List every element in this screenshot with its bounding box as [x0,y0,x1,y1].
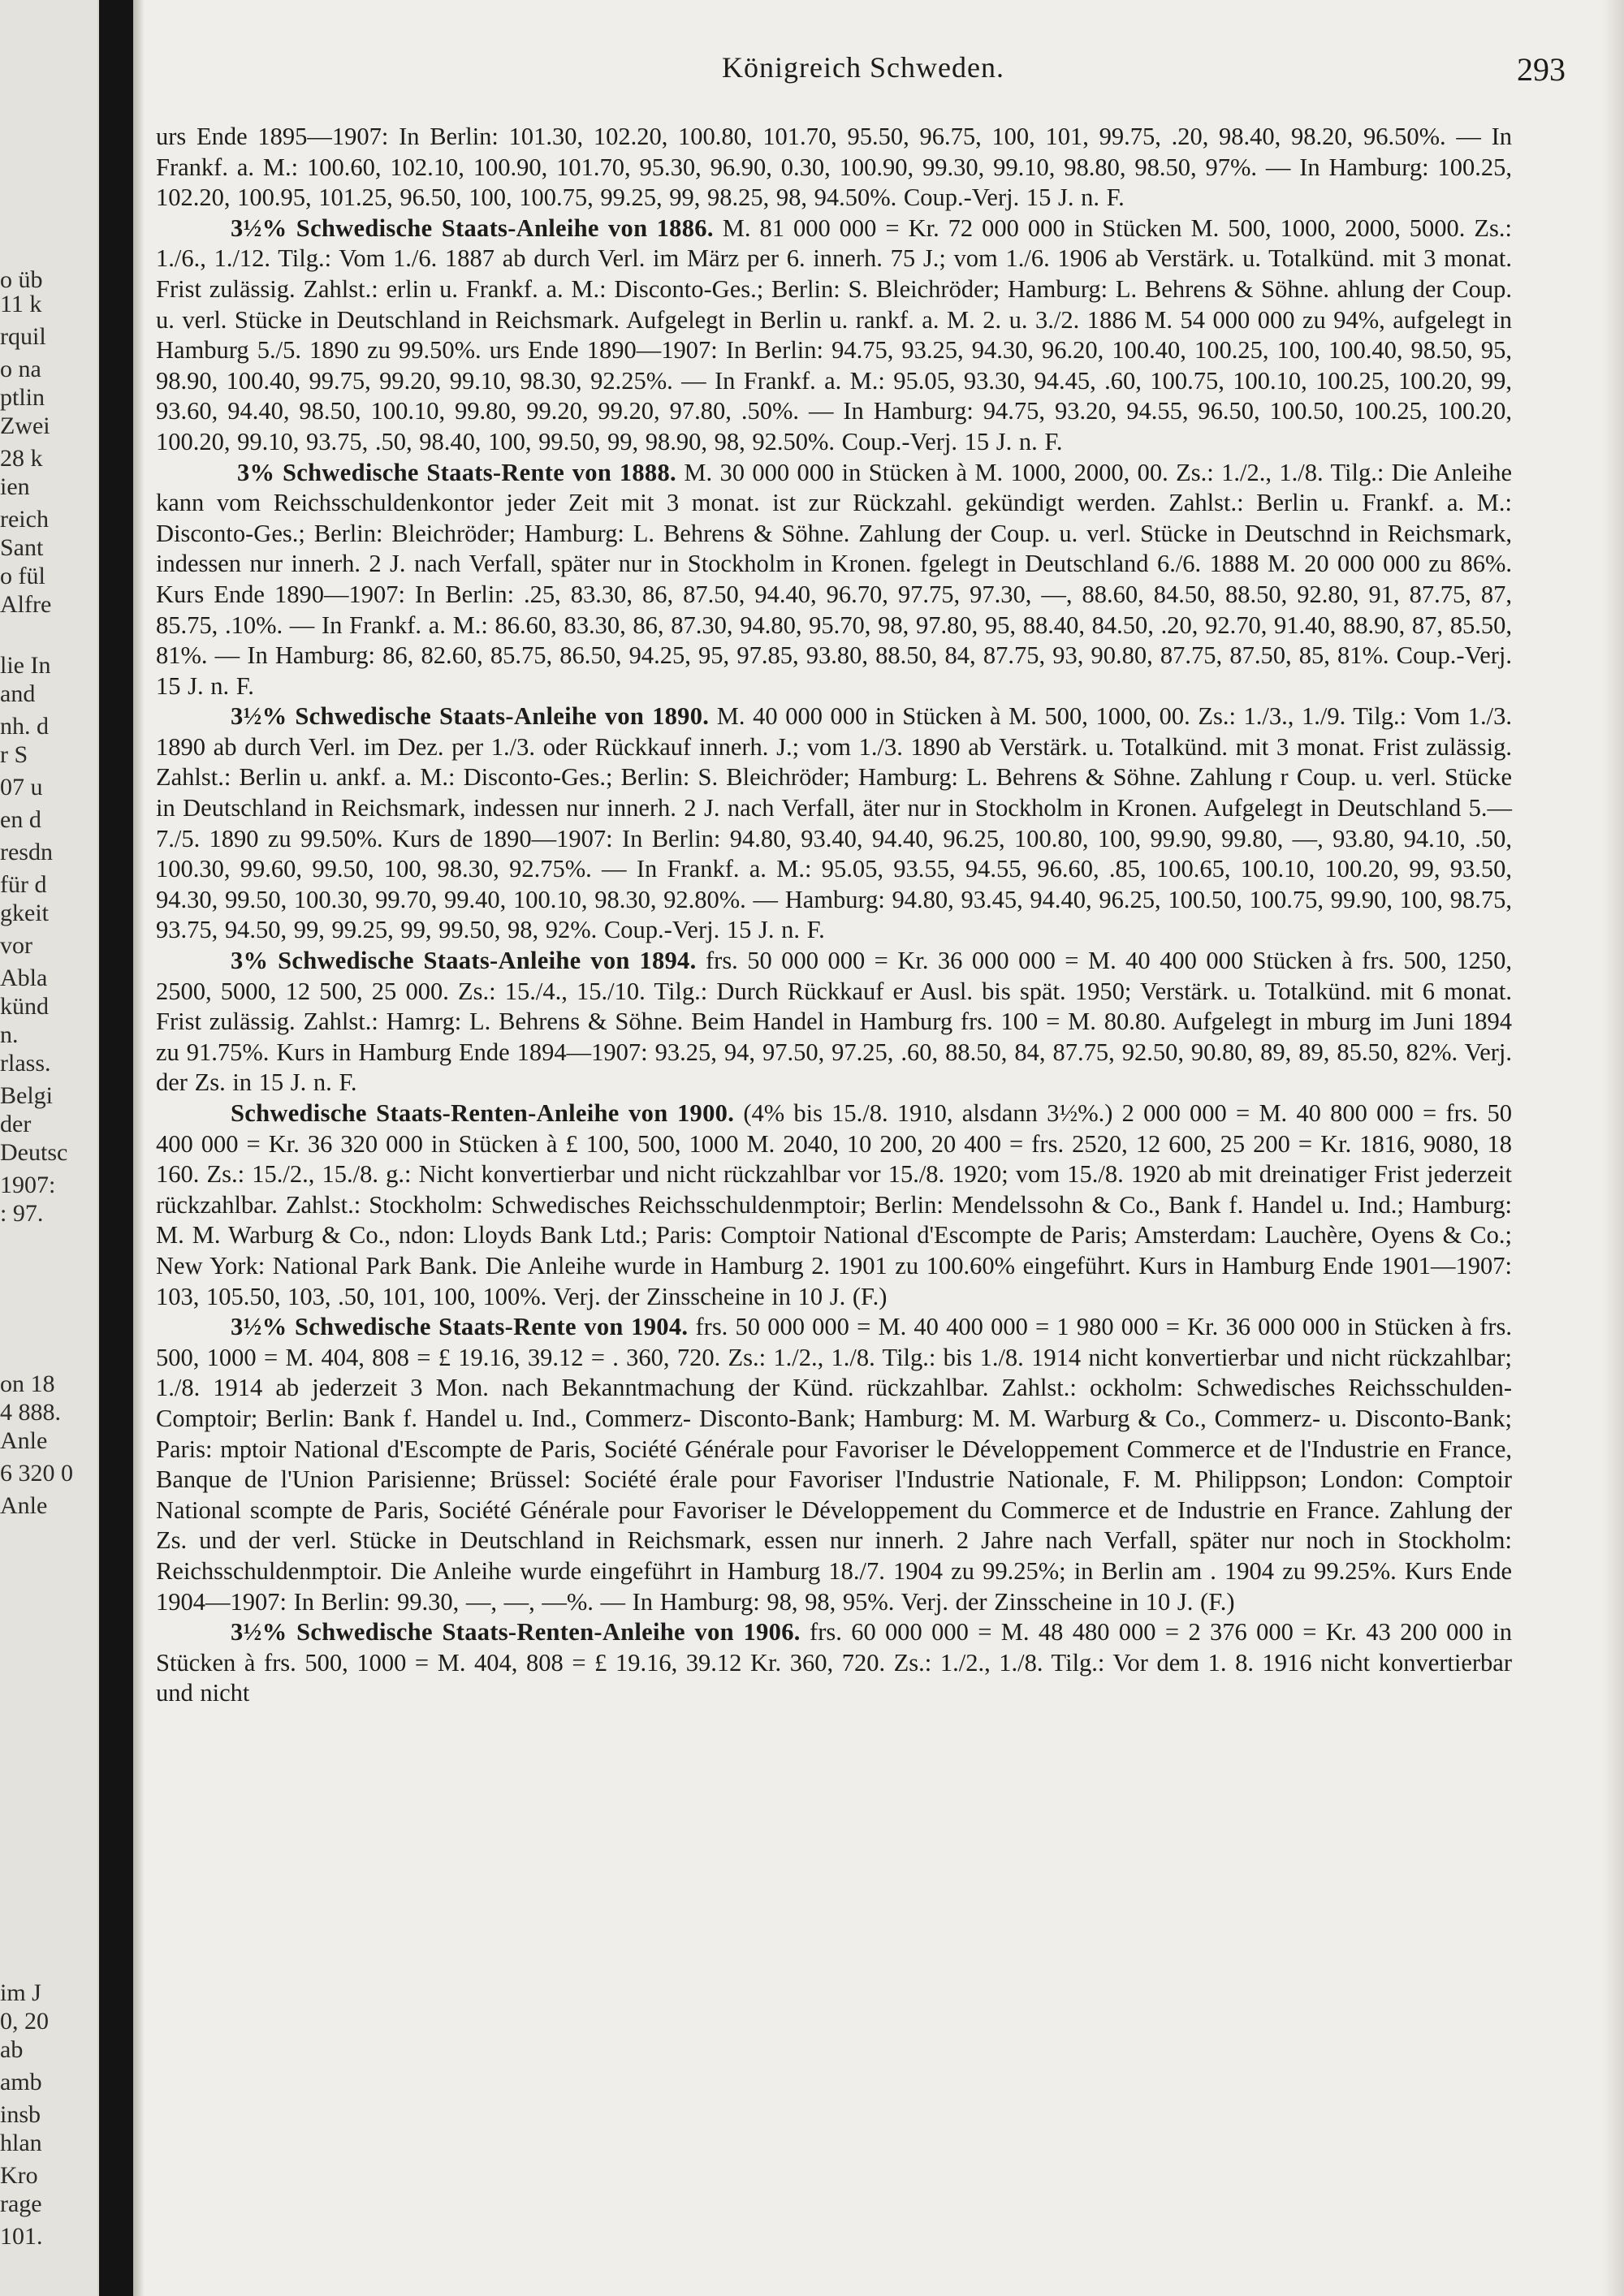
adjacent-page-text: 6 320 0 [0,1460,73,1487]
adjacent-page-text: on 18 [0,1370,55,1397]
entry-rente-1888 [156,458,1512,702]
adjacent-page-text: ien [0,473,30,500]
adjacent-page-text: o üb [0,266,43,293]
adjacent-page-text: insb [0,2101,41,2128]
adjacent-page-text: rquil [0,323,46,350]
adjacent-page-text: en d [0,806,41,833]
adjacent-page-text: and [0,680,36,707]
adjacent-page-text: Anle [0,1492,48,1519]
entry-text: frs. 60 000 000 = M. 48 480 000 = 2 376 000 = Kr. 43 200 000 in Stücken à frs. 500, 1000 = M. 404, 808 = £ 19.16, 39.12 Kr. 360, 720. Zs.: 1./2., 1./8. Tilg.: Vor dem 1. 8. 1916 nicht konvertierbar und nicht [156,1618,1513,1707]
page-edge-shadow [133,0,145,2296]
adjacent-page-text: ab [0,2036,24,2063]
adjacent-page-text: gkeit [0,900,49,926]
adjacent-page-text: 101. [0,2223,43,2250]
entry-heading: 3½% Schwedische Staats-Anleihe von 1890. [231,702,710,731]
adjacent-page-text: n. [0,1021,19,1048]
adjacent-page-text: o na [0,356,41,382]
adjacent-page-text: o fül [0,563,45,589]
adjacent-page-text: rage [0,2190,42,2217]
adjacent-page-text: nh. d [0,713,49,740]
adjacent-page-text: lie In [0,652,51,679]
entry-heading: 3½% Schwedische Staats-Anleihe von 1886. [231,214,714,242]
entry-renten-anleihe-1900 [156,1098,1512,1312]
adjacent-page-text: r S [0,741,28,768]
book-gutter [99,0,133,2296]
adjacent-page-text: 28 k [0,445,43,472]
adjacent-page-text: Belgi [0,1082,53,1109]
adjacent-page-text: 4 888. [0,1399,61,1426]
entry-text: M. 40 000 000 in Stücken à M. 500, 1000, 00. Zs.: 1./3., 1./9. Tilg.: Vom 1./3. 1890 ab durch Verl. im Dez. per 1./3. oder Rückkauf innerh. J.; vom 1./3. 1890 ab Verstärk. u. Totalkünd. mit 3 monat. Frist zulässig. Zahlst.: Berlin u. ankf. a. M.: Disconto-Ges.; Berlin: S. Bleichröder; Hamburg: L. Behrens & Söhne. Zahlung r Coup. u. verl. Stücke in Deutschland in Reichsmark, indessen nur innerh. 2 J. nach Verfall, äter nur in Stockholm in Kronen. Aufgelegt in Deutschland 5.—7./5. 1890 zu 99.50%. Kurs de 1890—1907: In Berlin: 94.80, 93.40, 94.40, 96.25, 100.80, 100, 99.90, 99.80, —, 93.80, 94.10, .50, 100.30, 99.60, 99.50, 100, 98.30, 92.75%. — In Frankf. a. M.: 95.05, 93.55, 94.55, 96.60, .85, 100.65, 100.10, 100.20, 99, 93.50, 94.30, 99.50, 100.30, 99.70, 99.40, 100.10, 98.30, 92.80%. — Hamburg: 94.80, 93.45, 94.40, 96.25, 100.50, 100.75, 99.90, 100, 98.75, 93.75, 94.50, 99, 99.25, 99, 99.50, 98, 92%. Coup.-Verj. 15 J. n. F. [156,702,1513,944]
page-header [161,50,1566,91]
adjacent-page-text: ptlin [0,384,45,411]
adjacent-page-text: Abla [0,965,48,991]
entry-rente-1904 [156,1312,1512,1617]
adjacent-page-text: Anle [0,1427,48,1454]
entry-heading: 3% Schwedische Staats-Rente von 1888. [237,458,676,486]
running-title: Königreich Schweden. [722,51,1004,84]
adjacent-page-text: Alfre [0,591,52,618]
page-number: 293 [1517,51,1566,88]
adjacent-page-text: : 97. [0,1200,44,1227]
entry-text: (4% bis 15./8. 1910, alsdann 3½%.) 2 000 000 = M. 40 800 000 = frs. 50 400 000 = Kr. 36 320 000 in Stücken à £ 100, 500, 1000 M. 2040, 10 200, 20 400 = frs. 2520, 12 600, 25 200 = Kr. 1816, 9080, 18 160. Zs.: 15./2., 15./8. g.: Nicht konvertierbar und nicht rückzahlbar vor 15./8. 1920; vom 15./8. 1920 ab mit dreinatiger Frist jederzeit rückzahlbar. Zahlst.: Stockholm: Schwedisches Reichsschuldenmptoir; Berlin: Mendelssohn & Co., Bank f. Handel u. Ind.; Hamburg: M. M. Warburg & Co., ndon: Lloyds Bank Ltd.; Paris: Comptoir National d'Escompte de Paris; Amsterdam: Lauchère, Oyens & Co.; New York: National Park Bank. Die Anleihe wurde in Hamburg 2. 1901 zu 100.60% eingeführt. Kurs in Hamburg Ende 1901—1907: 103, 105.50, 103, .50, 101, 100, 100%. Verj. der Zinsscheine in 10 J. (F.) [156,1099,1512,1310]
entry-text: urs Ende 1895—1907: In Berlin: 101.30, 102.20, 100.80, 101.70, 95.50, 96.75, 100, 101, 99.75, .20, 98.40, 98.20, 96.50%. — In Frankf. a. M.: 100.60, 102.10, 100.90, 101.70, 95.30, 96.90, 0.30, 100.90, 99.30, 99.10, 98.80, 98.50, 97%. — In Hamburg: 100.25, 102.20, 100.95, 101.25, 96.50, 100, 100.75, 99.25, 99, 98.25, 98, 94.50%. Coup.-Verj. 15 J. n. F. [156,123,1512,212]
adjacent-page-fragment [0,0,97,2296]
adjacent-page-text: für d [0,871,47,898]
adjacent-page-text: Sant [0,534,44,561]
entry-heading: Schwedische Staats-Renten-Anleihe von 1900. [231,1099,735,1127]
adjacent-page-text: der [0,1111,32,1137]
entry-text: M. 81 000 000 = Kr. 72 000 000 in Stücken M. 500, 1000, 2000, 5000. Zs.: 1./6., 1./12. Tilg.: Vom 1./6. 1887 ab durch Verl. im März per 6. innerh. 75 J.; vom 1./6. 1906 ab Verstärk. u. Totalkünd. mit 3 monat. Frist zulässig. Zahlst.: erlin u. Frankf. a. M.: Disconto-Ges.; Berlin: S. Bleichröder; Hamburg: L. Behrens & Söhne. ahlung der Coup. u. verl. Stücke in Deutschland in Reichsmark. Aufgelegt in Berlin u. rankf. a. M. 2. u. 3./2. 1886 M. 54 000 000 zu 94%, aufgelegt in Hamburg 5./5. 1890 zu 99.50%. urs Ende 1890—1907: In Berlin: 94.75, 93.25, 94.30, 96.20, 100.40, 100.25, 100, 100.40, 98.50, 95, 98.90, 100.40, 99.75, 99.20, 99.10, 98.30, 92.25%. — In Frankf. a. M.: 95.05, 93.30, 94.45, .60, 100.75, 100.10, 100.25, 100.20, 99, 93.60, 94.40, 98.50, 100.10, 99.80, 99.20, 99.20, 97.80, .50%. — In Hamburg: 94.75, 93.20, 94.55, 96.50, 100.50, 100.25, 100.20, 100.20, 99.10, 93.75, .50, 98.40, 100, 99.50, 99, 98.90, 98, 92.50%. Coup.-Verj. 15 J. n. F. [156,214,1513,455]
adjacent-page-text: Deutsc [0,1139,68,1166]
entry-renten-anleihe-1906 [156,1617,1512,1709]
adjacent-page-text: Zwei [0,412,50,439]
adjacent-page-text: im J [0,1979,41,2006]
entry-heading: 3½% Schwedische Staats-Rente von 1904. [231,1313,689,1341]
page-body [156,122,1512,1709]
entry-heading: 3% Schwedische Staats-Anleihe von 1894. [231,947,697,975]
entry-anleihe-1890 [156,701,1512,946]
entry-heading: 3½% Schwedische Staats-Renten-Anleihe von 1906. [231,1618,801,1646]
adjacent-page-text: künd [0,993,49,1020]
adjacent-page-text: resdn [0,839,53,865]
adjacent-page-text: 07 u [0,774,43,801]
entry-text: M. 30 000 000 in Stücken à M. 1000, 2000, 00. Zs.: 1./2., 1./8. Tilg.: Die Anleihe kann vom Reichsschuldenkontor jeder Zeit mit 3 monat. ist zur Rückzahl. gekündigt werden. Zahlst.: Berlin u. Frankf. a. M.: Disconto-Ges.; Berlin: Bleichröder; Hamburg: L. Behrens & Söhne. Zahlung der Coup. u. verl. Stücke in Deutschnd in Reichsmark, indessen nur innerh. 2 J. nach Verfall, später nur in Stockholm in Kronen. fgelegt in Deutschland 6./6. 1888 M. 20 000 000 zu 86%. Kurs Ende 1890—1907: In Berlin: .25, 83.30, 86, 87.50, 94.40, 96.70, 97.75, 97.30, —, 88.60, 84.50, 88.50, 92.80, 91, 87.75, 87, 85.75, .10%. — In Frankf. a. M.: 86.60, 83.30, 86, 87.30, 94.80, 95.70, 98, 97.80, 95, 88.40, 84.50, .20, 92.70, 91.40, 88.90, 87, 85.50, 81%. — In Hamburg: 86, 82.60, 85.75, 86.50, 94.25, 95, 97.85, 93.80, 88.50, 84, 87.75, 93, 90.80, 87.75, 87.50, 85, 81%. Coup.-Verj. 15 J. n. F. [156,458,1513,700]
book-page [145,0,1624,2296]
adjacent-page-text: 0, 20 [0,2008,49,2035]
adjacent-page-text: amb [0,2069,42,2095]
right-page-edge [1603,0,1624,2296]
adjacent-page-text: vor [0,932,32,959]
adjacent-page-text: 1907: [0,1172,56,1198]
adjacent-page-text: 11 k [0,291,42,317]
adjacent-page-text: Kro [0,2162,38,2189]
entry-text: frs. 50 000 000 = Kr. 36 000 000 = M. 40 400 000 Stücken à frs. 500, 1250, 2500, 5000, 12 500, 25 000. Zs.: 15./4., 15./10. Tilg.: Durch Rückkauf er Ausl. bis spät. 1950; Verstärk. u. Totalkünd. mit 6 monat. Frist zulässig. Zahlst.: Hamrg: L. Behrens & Söhne. Beim Handel in Hamburg frs. 100 = M. 80.80. Aufgelegt in mburg im Juni 1894 zu 91.75%. Kurs in Hamburg Ende 1894—1907: 93.25, 94, 97.50, 97.25, .60, 88.50, 84, 87.75, 92.50, 90.80, 89, 89, 85.50, 82%. Verj. der Zs. in 15 J. n. F. [156,947,1513,1097]
entry-anleihe-1894 [156,946,1512,1098]
adjacent-page-text: reich [0,506,49,533]
adjacent-page-text: hlan [0,2130,42,2156]
entry-anleihe-1886 [156,214,1512,458]
adjacent-page-text: rlass. [0,1050,51,1077]
entry-text: frs. 50 000 000 = M. 40 400 000 = 1 980 000 = Kr. 36 000 000 in Stücken à frs. 500, 1000 = M. 404, 808 = £ 19.16, 39.12 = . 360, 720. Zs.: 1./2., 1./8. Tilg.: bis 1./8. 1914 nicht konvertierbar und nicht rückzahlbar; 1./8. 1914 ab jederzeit 3 Mon. nach Bekanntmachung der Künd. rückzahlbar. Zahlst.: ockholm: Schwedisches Reichsschulden-Comptoir; Berlin: Bank f. Handel u. Ind., Commerz- Disconto-Bank; Hamburg: M. M. Warburg & Co., Commerz- u. Disconto-Bank; Paris: mptoir National d'Escompte de Paris, Société Générale pour Favoriser le Développement Commerce et de l'Industrie en France, Banque de l'Union Parisienne; Brüssel: Société érale pour Favoriser l'Industrie Nationale, F. M. Philippson; London: Comptoir National scompte de Paris, Société Générale pour Favoriser le Développement du Commerce et de Industrie en France. Zahlung der Zs. und der verl. Stücke in Deutschland in Reichsmark, essen nur innerh. 2 Jahre nach Verfall, später nur noch in Stockholm: Reichsschuldenmptoir. Die Anleihe wurde eingeführt in Hamburg 18./7. 1904 zu 99.25%; in Berlin am . 1904 zu 99.25%. Kurs Ende 1904—1907: In Berlin: 99.30, —, —, —%. — In Hamburg: 98, 98, 95%. Verj. der Zinsscheine in 10 J. (F.) [156,1313,1512,1616]
entry-kurs-1895 [156,122,1512,214]
